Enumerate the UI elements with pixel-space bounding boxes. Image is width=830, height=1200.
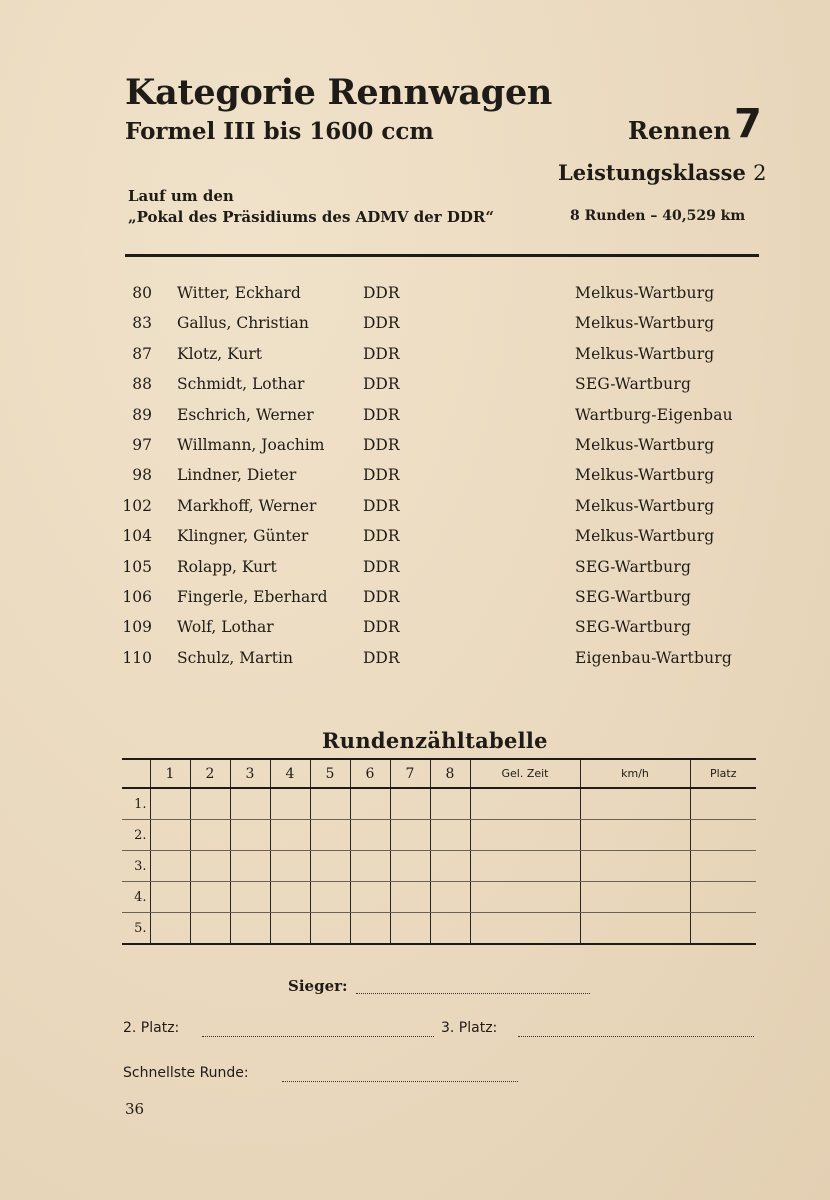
lap-table-title: Rundenzähltabelle (322, 728, 548, 753)
third-place-label: 3. Platz: (441, 1020, 498, 1036)
entry-number: 89 (132, 405, 152, 424)
lap-table-row (122, 913, 756, 945)
entry-row (120, 432, 760, 462)
nationality: DDR (363, 314, 400, 333)
elapsed-time-header: Gel. Zeit (470, 759, 580, 788)
entry-row (120, 371, 760, 401)
winner-fill-line (356, 992, 590, 994)
driver-name: Klingner, Günter (177, 527, 309, 546)
entry-number: 97 (132, 435, 152, 454)
entry-number: 83 (132, 314, 152, 333)
nationality: DDR (363, 466, 400, 485)
car-make: SEG-Wartburg (575, 375, 692, 394)
car-make: Eigenbau-Wartburg (575, 648, 732, 667)
formula-subtitle: Formel III bis 1600 ccm (125, 118, 434, 145)
car-make: SEG-Wartburg (575, 557, 692, 576)
driver-name: Willmann, Joachim (177, 435, 325, 454)
car-make: Melkus-Wartburg (575, 284, 715, 302)
lap-column-header: 8 (430, 759, 470, 788)
driver-name: Gallus, Christian (177, 314, 309, 333)
entry-number: 88 (132, 375, 152, 394)
entry-row (120, 462, 760, 492)
entry-row (120, 402, 760, 432)
second-place-label: 2. Platz: (123, 1020, 180, 1036)
nationality: DDR (363, 496, 400, 515)
entry-number: 110 (122, 648, 152, 667)
header-divider (125, 254, 759, 257)
car-make: Melkus-Wartburg (575, 527, 715, 546)
car-make: Wartburg-Eigenbau (575, 405, 733, 424)
entry-row (120, 310, 760, 340)
speed-header: km/h (580, 759, 690, 788)
entry-row (120, 493, 760, 523)
entry-number: 105 (122, 557, 152, 576)
race-number: 7 (734, 101, 762, 147)
driver-name: Schmidt, Lothar (177, 375, 305, 394)
lap-table-header (122, 759, 756, 788)
class-number: 2 (753, 161, 767, 185)
entry-number: 109 (122, 618, 152, 637)
entry-number: 102 (122, 496, 152, 515)
lap-count-table (122, 758, 756, 945)
lap-column-header: 4 (270, 759, 310, 788)
driver-name: Lindner, Dieter (177, 466, 297, 485)
entry-row (120, 554, 760, 584)
entry-row (120, 584, 760, 614)
entry-row (120, 280, 760, 310)
lap-table-row (122, 820, 756, 851)
lap-table-row (122, 882, 756, 913)
car-make: SEG-Wartburg (575, 618, 692, 637)
fastest-lap-label: Schnellste Runde: (123, 1065, 249, 1081)
driver-name: Rolapp, Kurt (177, 557, 277, 576)
nationality: DDR (363, 648, 400, 667)
driver-name: Markhoff, Werner (177, 496, 317, 515)
nationality: DDR (363, 618, 400, 637)
entry-row (120, 523, 760, 553)
run-line-2: „Pokal des Präsidiums des ADMV der DDR“ (128, 208, 494, 226)
driver-name: Witter, Eckhard (177, 284, 301, 302)
lap-column-header: 5 (310, 759, 350, 788)
nationality: DDR (363, 527, 400, 546)
performance-class (558, 160, 767, 185)
entry-number: 87 (132, 344, 152, 363)
entry-row (120, 341, 760, 371)
lap-table-row (122, 851, 756, 882)
nationality: DDR (363, 435, 400, 454)
row-number: 5. (122, 913, 150, 945)
nationality: DDR (363, 587, 400, 606)
car-make: Melkus-Wartburg (575, 314, 715, 333)
car-make: Melkus-Wartburg (575, 344, 715, 363)
nationality: DDR (363, 284, 400, 302)
row-number: 3. (122, 851, 150, 882)
class-label: Leistungsklasse (558, 160, 746, 185)
winner-label: Sieger: (288, 977, 348, 995)
entry-row (120, 645, 760, 675)
entry-row (120, 614, 760, 644)
driver-name: Schulz, Martin (177, 648, 293, 667)
entry-number: 106 (122, 587, 152, 606)
driver-name: Eschrich, Werner (177, 405, 314, 424)
lap-column-header: 3 (230, 759, 270, 788)
entry-list (120, 280, 760, 675)
car-make: Melkus-Wartburg (575, 466, 715, 485)
car-make: SEG-Wartburg (575, 587, 692, 606)
corner-cell (122, 759, 150, 788)
car-make: Melkus-Wartburg (575, 496, 715, 515)
entry-number: 104 (122, 527, 152, 546)
driver-name: Fingerle, Eberhard (177, 587, 328, 606)
second-place-fill-line (202, 1035, 434, 1037)
fastest-lap-fill-line (282, 1080, 518, 1082)
nationality: DDR (363, 375, 400, 394)
lap-column-header: 6 (350, 759, 390, 788)
nationality: DDR (363, 405, 400, 424)
laps-distance: 8 Runden – 40,529 km (570, 208, 746, 224)
nationality: DDR (363, 344, 400, 363)
driver-name: Klotz, Kurt (177, 344, 262, 363)
nationality: DDR (363, 557, 400, 576)
page-number: 36 (125, 1100, 145, 1118)
entry-number: 80 (132, 284, 152, 302)
lap-column-header: 7 (390, 759, 430, 788)
row-number: 2. (122, 820, 150, 851)
row-number: 1. (122, 788, 150, 820)
lap-column-header: 1 (150, 759, 190, 788)
row-number: 4. (122, 882, 150, 913)
lap-table-row (122, 788, 756, 820)
run-line-1: Lauf um den (128, 187, 234, 205)
car-make: Melkus-Wartburg (575, 435, 715, 454)
third-place-fill-line (518, 1035, 754, 1037)
category-title: Kategorie Rennwagen (125, 72, 553, 113)
race-label: Rennen (628, 116, 731, 145)
entry-number: 98 (132, 466, 152, 485)
driver-name: Wolf, Lothar (177, 618, 274, 637)
place-header: Platz (690, 759, 756, 788)
lap-column-header: 2 (190, 759, 230, 788)
